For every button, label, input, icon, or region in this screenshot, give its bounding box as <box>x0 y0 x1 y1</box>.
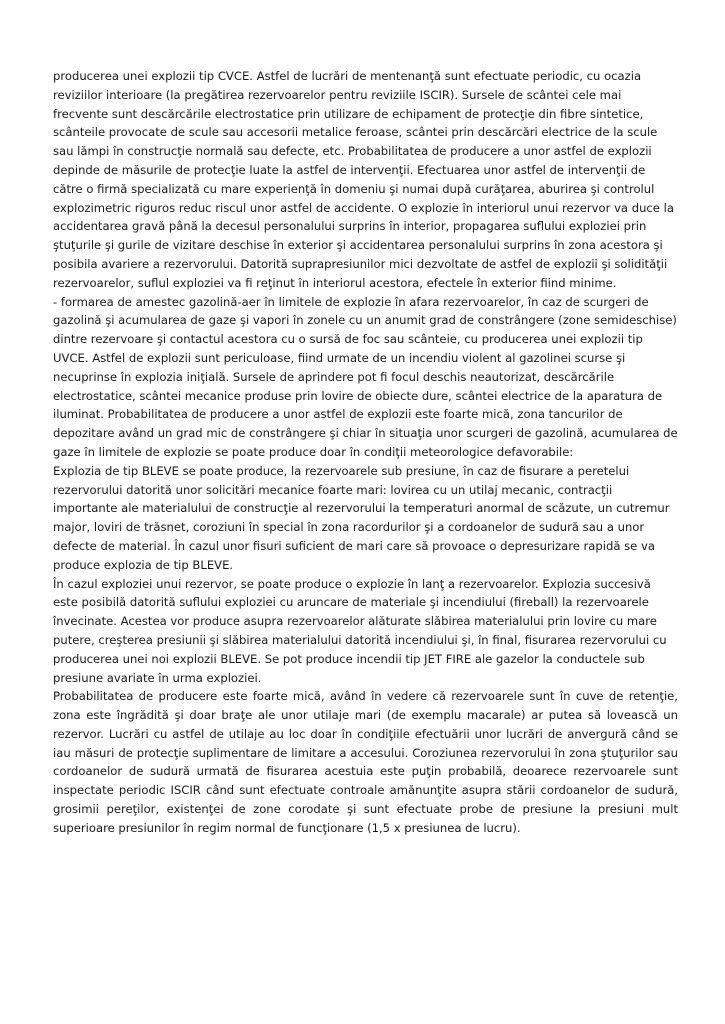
paragraph-uvce: - formarea de amestec gazolină-aer în limitele de explozie în afara rezervoarelor, în caz de scurgeri de gazolină şi acumularea de gaze şi vapori în zonele cu un anumit grad de constrângere (zone semideschise) dintre rezervoare şi contactul acestora cu o sursă de foc sau scânteie, cu producerea unei explozii tip UVCE. Astfel de explozii sunt periculoase, fiind urmate de un incendiu violent al gazolinei scurse şi necuprinse în explozia iniţială. Sursele de aprindere pot fi focul deschis neautorizat, descărcările electrostatice, scântei mecanice produse prin lovire de obiecte dure, scântei electrice de la aparatura de iluminat. Probabilitatea de producere a unor astfel de explozii este foarte mică, zona tancurilor de depozitare având un grad mic de constrângere şi chiar în situaţia unor scurgeri de gazolină, acumularea de gaze în limitele de explozie se poate produce doar în condiţii meteorologice defavorabile: <box>53 294 678 459</box>
paragraph-probability: Probabilitatea de producere este foarte mică, având în vedere că rezervoarele sunt în cuve de retenţie, zona este îngrădită şi doar braţe ale unor utilaje mari (de exemplu macarale) ar putea să lovească un rezervor. Lucrări cu astfel de utilaje au loc doar în condiţiile efectuării unor lucrări de anvergură când se iau măsuri de protecţie suplimentare de limitare a accesului. Coroziunea rezervorului în zona ştuţurilor sau cordoanelor de sudură urmată de fisurarea acestuia este puţin probabilă, deoarece rezervoarele sunt inspectate periodic ISCIR când sunt efectuate controale amănunţite asupra stării cordoanelor de sudură, grosimii pereţilor, existenţei de zone corodate şi sunt efectuate probe de presiune la presiuni mult superioare presiunilor în regim normal de funcţionare (1,5 x presiunea de lucru). <box>53 689 678 835</box>
paragraph-chain-explosion: În cazul exploziei unui rezervor, se poate produce o explozie în lanţ a rezervoarelor. Explozia succesivă este posibilă datorită suflului exploziei cu aruncare de materiale şi incendiului (fireball) la rezervoarele învecinate. Acestea vor produce asupra rezervoarelor alăturate slăbirea materialului prin lovire cu mare putere, creşterea presiunii şi slăbirea materialului datorită incendiului şi, în final, fisurarea rezervorului cu producerea unei noi explozii BLEVE. Se pot produce incendii tip JET FIRE ale gazelor la conductele sub presiune avariate în urma exploziei. <box>53 576 667 685</box>
document-body <box>53 67 678 838</box>
paragraph-bleve: Explozia de tip BLEVE se poate produce, la rezervoarele sub presiune, în caz de fisurare a peretelui rezervorului datorită unor solicitări mecanice foarte mari: lovirea cu un utilaj mecanic, contracţii importante ale materialului de construcţie al rezervorului la temperaturi anormal de scăzute, un cutremur major, loviri de trăsnet, coroziuni în special în zona racordurilor şi a cordoanelor de sudură sau a unor defecte de material. În cazul unor fisuri suficient de mari care să provoace o depresurizare rapidă se va produce explozia de tip BLEVE. <box>53 463 670 572</box>
paragraph-cvce-maintenance: producerea unei explozii tip CVCE. Astfel de lucrări de mentenanţă sunt efectuate periodic, cu ocazia reviziilor interioare (la pregătirea rezervoarelor pentru reviziile ISCIR). Sursele de scântei cele mai frecvente sunt descărcările electrostatice prin utilizare de echipament de protecţie din fibre sintetice, scânteile provocate de scule sau accesorii metalice feroase, scântei prin descărcări electrice de la scule sau lămpi în construcţie normală sau defecte, etc. Probabilitatea de producere a unor astfel de explozii depinde de măsurile de protecţie luate la astfel de intervenţii. Efectuarea unor astfel de intervenţii de către o firmă specializată cu mare experienţă în domeniu şi numai după curăţarea, aburirea şi controlul explozimetric riguros reduc riscul unor astfel de accidente. O explozie în interiorul unui rezervor va duce la accidentarea gravă până la decesul personalului surprins în interior, propagarea suflului exploziei prin ştuţurile şi gurile de vizitare deschise în exterior şi accidentarea personalului surprins în zona acestora şi posibila avariere a rezervorului. Datorită suprapresiunilor mici dezvoltate de astfel de explozii şi solidităţii rezervoarelor, suflul exploziei va fi reţinut în interiorul acestora, efectele în exterior fiind minime. <box>53 69 674 290</box>
